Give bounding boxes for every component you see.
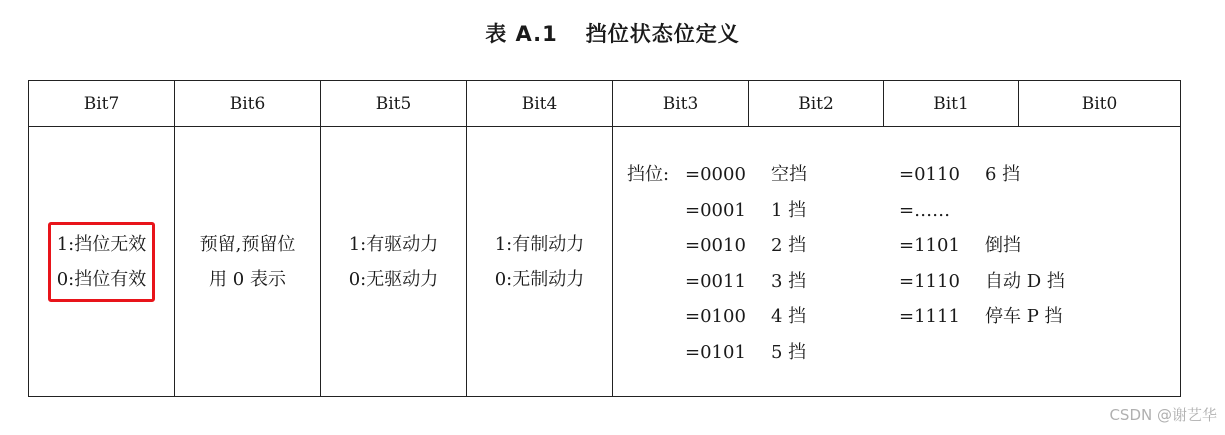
gear-row: [627, 299, 807, 335]
gear-code: =0000: [685, 164, 746, 185]
table-number: 表 A.1: [485, 22, 558, 46]
gear-name: 1 挡: [771, 199, 807, 221]
gear-name: 倒挡: [985, 235, 1021, 256]
bit4-line1: 1:有制动力: [494, 233, 585, 255]
bit6-cell: [175, 127, 321, 397]
bit6-line1: 预留,预留位: [199, 233, 296, 255]
header-bit0: Bit0: [1019, 81, 1181, 127]
gear-code: =0001: [685, 199, 746, 221]
gear-lead: 挡位:: [627, 164, 670, 185]
gear-name: 2 挡: [771, 235, 807, 256]
gear-code: =0100: [685, 306, 746, 327]
gear-row: [899, 193, 1065, 229]
bit5-line2: 0:无驱动力: [348, 268, 439, 290]
gear-code: =0110: [899, 164, 960, 185]
gear-code: =1111: [899, 306, 960, 327]
gear-codes-left: [627, 157, 807, 370]
gear-row: [627, 335, 807, 371]
bit5-line1: 1:有驱动力: [348, 233, 439, 255]
gear-codes-cell: [613, 127, 1181, 397]
bit4-cell: [467, 127, 613, 397]
gear-name: 5 挡: [771, 341, 807, 363]
bit7-line2: 0:挡位有效: [56, 268, 147, 290]
gear-code: =……: [899, 199, 951, 221]
gear-row: [627, 264, 807, 300]
gear-code: =0101: [685, 341, 746, 363]
gear-code: =1110: [899, 270, 960, 292]
gear-name: 空挡: [771, 164, 807, 185]
gear-row: [899, 264, 1065, 300]
header-bit3: Bit3: [613, 81, 749, 127]
gear-name: 6 挡: [985, 164, 1021, 185]
header-bit4: Bit4: [467, 81, 613, 127]
header-bit6: Bit6: [175, 81, 321, 127]
gear-code: =0010: [685, 235, 746, 256]
header-bit7: Bit7: [29, 81, 175, 127]
definition-row: [29, 127, 1181, 397]
gear-row: [899, 157, 1065, 193]
gear-row: [627, 228, 807, 264]
header-bit2: Bit2: [749, 81, 884, 127]
watermark: CSDN @谢艺华: [1109, 406, 1217, 424]
gear-name: 停车 P 挡: [985, 306, 1063, 327]
gear-code: =0011: [685, 270, 746, 292]
gear-name: 3 挡: [771, 270, 807, 292]
gear-codes-right: [899, 157, 1065, 335]
gear-row: [627, 193, 807, 229]
header-bit1: Bit1: [884, 81, 1019, 127]
gear-name: 4 挡: [771, 306, 807, 327]
header-row: [29, 81, 1181, 127]
gear-row: [899, 299, 1065, 335]
table-caption: 挡位状态位定义: [585, 22, 740, 46]
gear-code: =1101: [899, 235, 960, 256]
gear-status-bit-table: [28, 80, 1181, 397]
gear-name: 自动 D 挡: [985, 270, 1065, 292]
gear-row: [899, 228, 1065, 264]
header-bit5: Bit5: [321, 81, 467, 127]
gear-row: [627, 157, 807, 193]
bit6-line2: 用 0 表示: [209, 268, 286, 290]
bit5-cell: [321, 127, 467, 397]
table-title: [0, 18, 1225, 48]
bit7-cell: [29, 127, 175, 397]
highlight-box: [48, 222, 156, 302]
bit4-line2: 0:无制动力: [494, 268, 585, 290]
bit7-line1: 1:挡位无效: [56, 233, 147, 255]
